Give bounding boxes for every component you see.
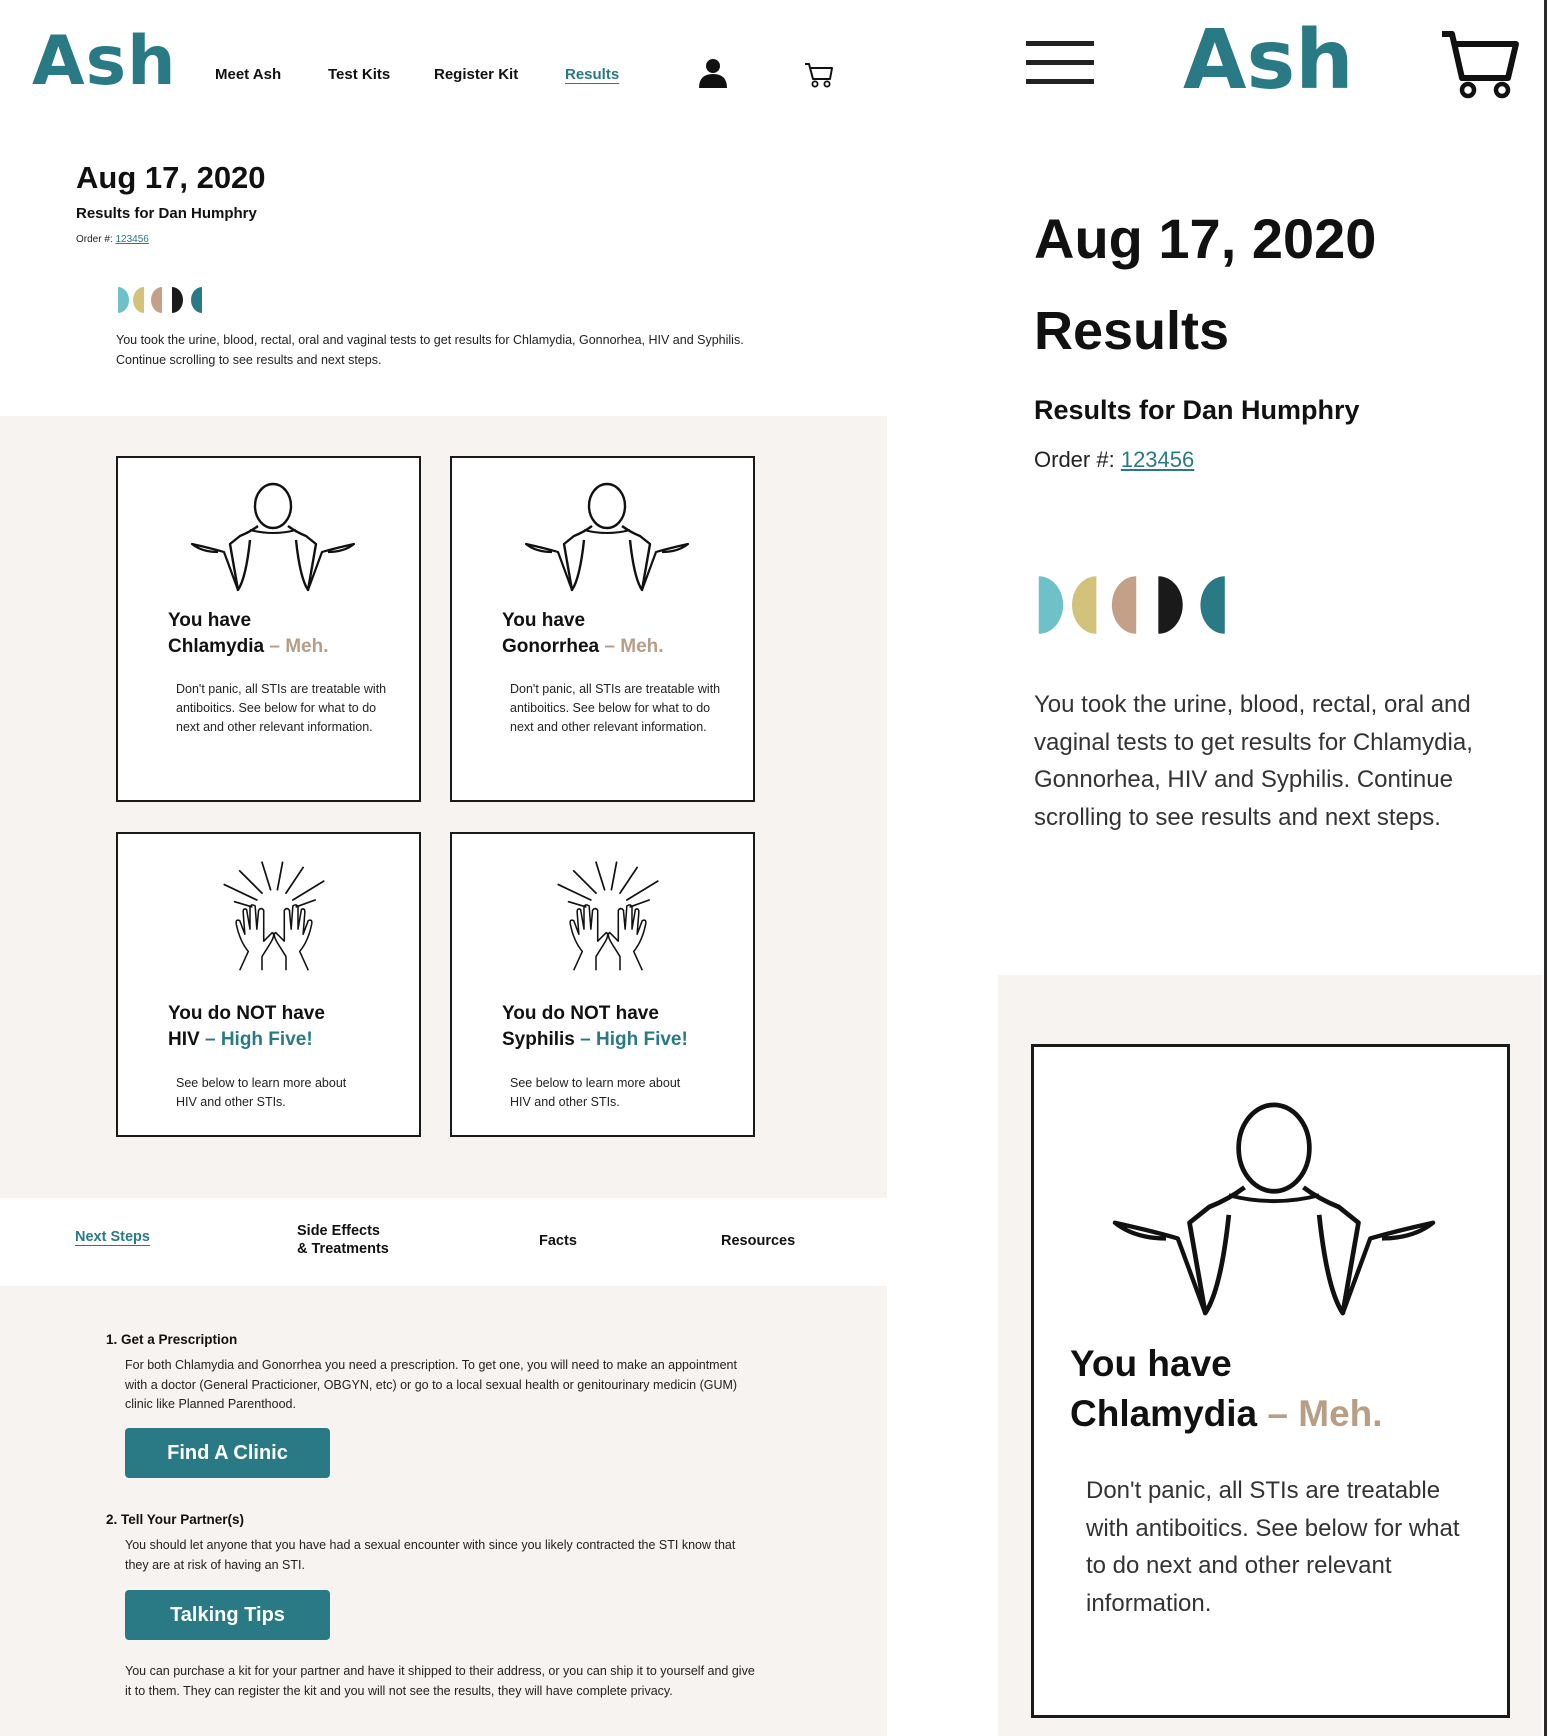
card-dash: – xyxy=(1257,1393,1299,1434)
shrug-icon xyxy=(522,480,692,592)
card-verdict: Meh. xyxy=(1298,1393,1383,1434)
tab-label-line2: & Treatments xyxy=(297,1241,389,1257)
card-dash: – xyxy=(264,636,286,657)
card-condition: Gonorrhea xyxy=(502,636,600,657)
results-intro: You took the urine, blood, rectal, oral and vaginal tests to get results for Chlamydia, Gonnorhea, HIV and Syphilis. Continue scrolling to see results and next steps. xyxy=(1034,691,1473,831)
card-dash: – xyxy=(199,1029,221,1050)
result-card-gonorrhea[interactable] xyxy=(450,456,755,802)
card-condition: Syphilis xyxy=(502,1029,575,1050)
result-card-hiv[interactable] xyxy=(116,832,421,1137)
high-five-icon xyxy=(214,854,334,982)
step-title: 2. Tell Your Partner(s) xyxy=(106,1512,245,1527)
results-for-name: Results for Dan Humphry xyxy=(1034,395,1360,425)
cart-icon[interactable] xyxy=(1440,26,1520,100)
mobile-view xyxy=(998,0,1548,1736)
card-body: See below to learn more about HIV and other STIs. xyxy=(510,1076,681,1109)
results-for-name: Results for Dan Humphry xyxy=(76,205,257,222)
card-title-line1: You do NOT have xyxy=(168,1003,325,1024)
card-verdict: Meh. xyxy=(285,636,329,657)
order-label: Order #: xyxy=(76,234,113,245)
step-body: You should let anyone that you have had a sexual encounter with since you likely contracted the STI know that they are at risk of having an STI. xyxy=(125,1538,736,1572)
card-body: Don't panic, all STIs are treatable with antiboitics. See below for what to do next and other relevant information. xyxy=(176,682,387,734)
card-condition: Chlamydia xyxy=(168,636,265,657)
card-title-line1: You have xyxy=(502,610,586,631)
nav-test-kits[interactable]: Test Kits xyxy=(328,66,391,83)
tab-label: Side Effects xyxy=(297,1223,380,1239)
tab-label: Facts xyxy=(539,1233,577,1249)
result-card-chlamydia[interactable] xyxy=(116,456,421,802)
card-condition: Chlamydia xyxy=(1070,1393,1258,1434)
tab-resources[interactable] xyxy=(721,1232,795,1250)
brand-logo[interactable]: Ash xyxy=(1183,13,1354,108)
card-title xyxy=(168,1001,325,1053)
result-cards-section xyxy=(0,416,887,1198)
order-number xyxy=(76,234,149,245)
result-card-syphilis[interactable] xyxy=(450,832,755,1137)
nav-results[interactable]: Results xyxy=(565,66,620,83)
card-body: Don't panic, all STIs are treatable with antiboitics. See below for what to do next and other relevant information. xyxy=(510,682,721,734)
page-title: Results xyxy=(1034,301,1230,361)
card-verdict: Meh. xyxy=(620,636,664,657)
high-five-icon xyxy=(548,854,668,982)
tab-side-effects[interactable] xyxy=(297,1222,389,1258)
talking-tips-button[interactable]: Talking Tips xyxy=(125,1590,330,1640)
card-title-line1: You have xyxy=(168,610,252,631)
order-label: Order #: xyxy=(1034,447,1115,472)
order-number-link[interactable]: 123456 xyxy=(1120,447,1195,472)
user-icon[interactable] xyxy=(698,57,728,89)
card-title-line1: You have xyxy=(1070,1343,1232,1384)
cart-icon[interactable] xyxy=(804,59,834,89)
card-title xyxy=(1070,1339,1383,1439)
shrug-icon xyxy=(1104,1097,1444,1317)
result-date: Aug 17, 2020 xyxy=(76,160,266,195)
card-title xyxy=(168,608,329,660)
card-title xyxy=(502,608,664,660)
tab-label: Resources xyxy=(721,1233,796,1249)
tab-label: Next Steps xyxy=(75,1229,150,1245)
shrug-icon xyxy=(188,480,358,592)
card-condition: HIV xyxy=(168,1029,200,1050)
nav-register-kit[interactable]: Register Kit xyxy=(434,66,519,83)
panel-divider xyxy=(1544,0,1547,1736)
tab-facts[interactable] xyxy=(539,1232,577,1250)
results-intro: You took the urine, blood, rectal, oral and vaginal tests to get results for Chlamydia, Gonnorhea, HIV and Syphilis. Continue scrolling to see results and next steps. xyxy=(116,333,744,367)
order-number xyxy=(1034,447,1194,473)
tab-next-steps[interactable] xyxy=(75,1228,150,1246)
step-body-extra: You can purchase a kit for your partner and have it shipped to their address, or you can ship it to yourself and give it to them. They can register the kit and you will not see the results, they will have complete privacy. xyxy=(125,1664,755,1698)
result-date: Aug 17, 2020 xyxy=(1034,207,1377,270)
hamburger-menu-icon[interactable] xyxy=(1026,38,1094,88)
card-dash: – xyxy=(574,1029,596,1050)
nav-meet-ash[interactable]: Meet Ash xyxy=(215,66,282,83)
step-title: 1. Get a Prescription xyxy=(106,1332,238,1347)
card-title xyxy=(502,1001,688,1053)
test-shapes-icon xyxy=(1034,574,1234,636)
brand-logo[interactable]: Ash xyxy=(32,22,177,101)
card-dash: – xyxy=(599,636,621,657)
card-body: Don't panic, all STIs are treatable with antiboitics. See below for what to do next and other relevant information. xyxy=(1086,1477,1460,1617)
order-number-link[interactable]: 123456 xyxy=(115,234,149,245)
find-clinic-button[interactable]: Find A Clinic xyxy=(125,1428,330,1478)
step-body: For both Chlamydia and Gonorrhea you need a prescription. To get one, you will need to make an appointment with a doctor (General Practicioner, OBGYN, etc) or go to a local sexual health or genitourinary medicin (GUM) clinic like Planned Parenthood. xyxy=(125,1358,738,1411)
card-body: See below to learn more about HIV and other STIs. xyxy=(176,1076,347,1109)
desktop-header xyxy=(0,0,887,150)
card-verdict: High Five! xyxy=(595,1029,688,1050)
result-card-chlamydia[interactable] xyxy=(1031,1044,1510,1718)
next-steps-section xyxy=(0,1286,887,1736)
card-verdict: High Five! xyxy=(220,1029,313,1050)
card-title-line1: You do NOT have xyxy=(502,1003,659,1024)
test-shapes-icon xyxy=(116,286,206,314)
info-tabs xyxy=(0,1198,887,1286)
